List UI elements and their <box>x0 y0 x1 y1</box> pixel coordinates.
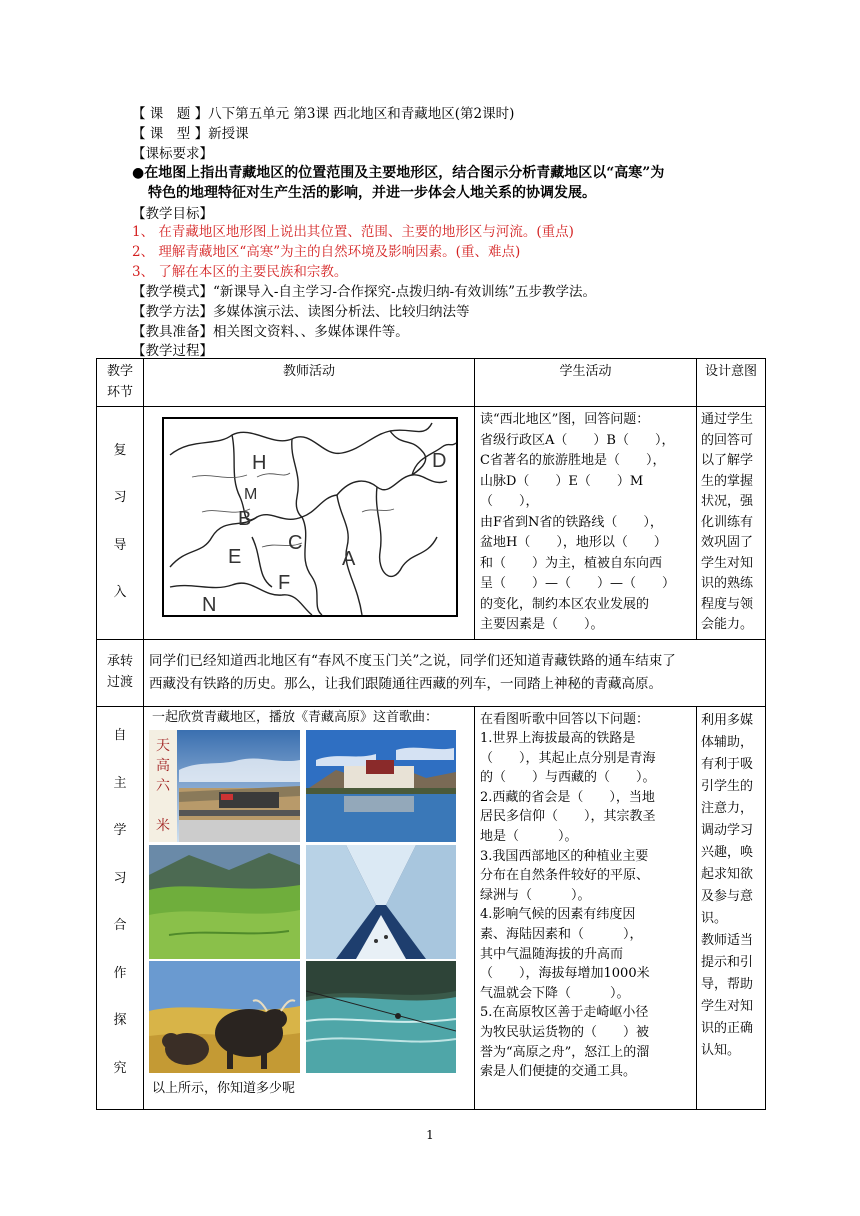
map-label-h: H <box>252 452 267 474</box>
header-teacher: 教师活动 <box>144 359 475 407</box>
design-inquiry: 利用多媒 体辅助， 有利于吸 引学生的 注意力， 调动学习 兴趣，唤 起求知欲 及参与意 识。 教师适当 提示和引 导，帮助 学生对知 识的正确 认知。 <box>697 706 766 1109</box>
map-label-n: N <box>202 594 217 616</box>
teaching-tools: 【教具准备】相关图文资料、、多媒体课件等。 <box>132 324 409 340</box>
map-label-d: D <box>432 450 447 472</box>
map-label-m: M <box>244 486 258 503</box>
type-label: 【 课 型 】 <box>132 126 209 142</box>
topic-label: 【 课 题 】 <box>132 106 209 122</box>
process-label: 【教学过程】 <box>132 343 213 359</box>
transition-text: 同学们已经知道西北地区有“春风不度玉门关”之说，同学们还知道青藏铁路的通车结束了 西藏没有铁路的历史。那么，让我们跟随通往西藏的列车，一同踏上神秘的青藏高原。 <box>144 639 766 706</box>
map-label-c: C <box>288 532 303 554</box>
train-photo <box>149 730 300 842</box>
teaching-method: 【教学方法】多媒体演示法、读图分析法、比较归纳法等 <box>132 304 470 320</box>
standard-label: 【课标要求】 <box>132 146 213 162</box>
stage-transition: 承转 过渡 <box>97 639 144 706</box>
stage-inquiry: 自 主 学 习 合 作 探 究 <box>97 706 144 1109</box>
objectives-label: 【教学目标】 <box>132 206 213 222</box>
map-label-f: F <box>278 572 291 594</box>
calligraphy-char-2: 高 <box>156 757 170 774</box>
header-design: 设计意图 <box>697 359 766 407</box>
yak-photo <box>149 961 300 1073</box>
map-label-b: B <box>238 508 252 530</box>
table-row-inquiry <box>97 706 766 1109</box>
objective-3: 3、 了解在本区的主要民族和宗教。 <box>132 264 348 280</box>
northwest-map <box>162 417 458 617</box>
objective-2: 2、 理解青藏地区“高寒”为主的自然环境及影响因素。(重、难点) <box>132 244 521 260</box>
header-student: 学生活动 <box>475 359 697 407</box>
student-inquiry-questions: 在看图听歌中回答以下问题： 1.世界上海拔最高的铁路是 （ ），其起止点分别是青海 的（ ）与西藏的（ ）。 2.西藏的省会是（ ），当地 居民多信仰（ ），其宗教圣 地是（ ）。 3.我国西部地区的种植业主要 分布在自然条件较好的平原、 绿洲与（ ）。 4.影响气候的因素有纬度因 素、海陆因素和（ ）， 其中气温随海拔的升高而 （ ），海拔每增加1000米 气温就会下降（ ）。 5.在高原牧区善于走崎岖小径 为牧民驮运货物的（ ）被 誉为“高原之舟”，怒江上的溜 索是人们便捷的交通工具。 <box>475 706 697 1109</box>
teacher-photos-cell <box>144 706 475 1109</box>
map-label-a: A <box>342 548 356 570</box>
teaching-mode: 【教学模式】“新课导入-自主学习-合作探究-点拨归纳-有效训练”五步教学法。 <box>132 284 597 300</box>
potala-palace-photo <box>306 730 456 842</box>
lesson-table <box>96 358 766 1110</box>
grassland-photo <box>149 845 300 959</box>
student-review-questions: 读“西北地区”图，回答问题： 省级行政区A（ ）B（ ）， C省著名的旅游胜地是（ ）， 山脉D（ ）E（ ）M（ ）， 由F省到N省的铁路线（ ）， 盆地H（ ），地形以（ ） 和（ ）为主，植被自东向西 呈（ ）—（ ）—（ ） 的变化，制约本区农业发展的 主要因素是（ ）。 <box>475 407 697 640</box>
standard-line-1: ●在地图上指出青藏地区的位置范围及主要地形区，结合图示分析青藏地区以“高寒”为 <box>132 165 665 181</box>
topic-value: 八下第五单元 第3课 西北地区和青藏地区(第2课时) <box>208 106 515 122</box>
stage-review: 复 习 导 入 <box>97 407 144 640</box>
teacher-closing-question: 以上所示，你知道多少呢 <box>152 1080 296 1096</box>
map-label-e: E <box>228 546 242 568</box>
type-value: 新授课 <box>208 126 249 142</box>
standard-line-2: 特色的地理特征对生产生活的影响，并进一步体会人地关系的协调发展。 <box>148 185 596 201</box>
glacier-photo <box>306 845 456 959</box>
teacher-instruction: 一起欣赏青藏地区，播放《青藏高原》这首歌曲： <box>152 709 439 725</box>
table-header-row <box>97 359 766 407</box>
topic-line <box>132 104 514 124</box>
river-photo <box>306 961 456 1073</box>
objective-1: 1、 在青藏地区地形图上说出其位置、范围、主要的地形区与河流。(重点) <box>132 224 574 240</box>
calligraphy-char-4: 米 <box>156 817 170 834</box>
design-review: 通过学生 的回答可 以了解学 生的掌握 状况，强 化训练有 效巩固了 学生对知 识的熟练 程度与领 会能力。 <box>697 407 766 640</box>
table-row-review <box>97 407 766 640</box>
page-number: 1 <box>426 1128 434 1142</box>
table-row-transition <box>97 639 766 706</box>
calligraphy-char-1: 天 <box>156 737 170 754</box>
calligraphy-char-3: 六 <box>156 777 170 794</box>
header-stage: 教学 环节 <box>97 359 144 407</box>
teacher-map-cell <box>144 407 475 640</box>
type-line <box>132 124 249 144</box>
